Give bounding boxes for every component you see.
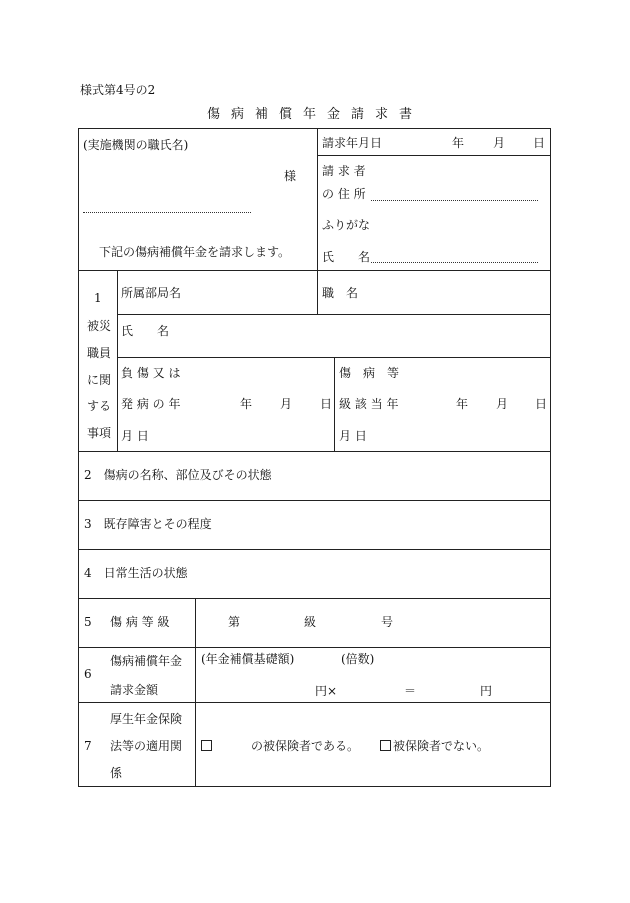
- multiple-label: (倍数): [341, 652, 375, 666]
- insured-checkbox[interactable]: [201, 740, 212, 751]
- request-sentence: 下記の傷病補償年金を請求します。: [99, 245, 291, 259]
- not-insured-checkbox[interactable]: [380, 740, 391, 751]
- yen-total: 円: [480, 684, 493, 698]
- position-label: 職 名: [322, 286, 359, 300]
- annuity-base-label: (年金補償基礎額): [201, 652, 295, 666]
- claim-form: [78, 128, 551, 787]
- section-1-label-line-3: に関: [87, 373, 112, 387]
- section-1-label-line-2: 職員: [87, 346, 112, 360]
- section-3-label: 3 既存障害とその程度: [84, 517, 212, 531]
- section-2-label: 2 傷病の名称、部位及びその状態: [84, 468, 272, 482]
- injury-date-label-1: 負 傷 又 は: [121, 366, 181, 380]
- victim-name-label: 氏 名: [121, 324, 170, 338]
- request-date-month: 月: [493, 136, 506, 150]
- option-not-insured[interactable]: [380, 740, 489, 752]
- section-7-label-2: 法等の適用関: [110, 739, 183, 753]
- injury-date-label-3: 月 日: [121, 429, 149, 443]
- grade-date-day: 日: [535, 397, 548, 411]
- section-6-label-1: 傷病補償年金: [110, 654, 183, 668]
- injury-date-label-2: 発 病 の 年: [121, 397, 181, 411]
- claimant-address-field[interactable]: [371, 200, 538, 201]
- grade-dai: 第: [228, 615, 241, 629]
- yen-times: 円×: [315, 684, 338, 698]
- grade-date-label-1: 傷 病 等: [339, 366, 400, 380]
- department-label: 所属部局名: [121, 286, 182, 300]
- section-1-label-line-5: 事項: [87, 426, 112, 440]
- furigana-label: ふりがな: [322, 218, 371, 232]
- section-4-label: 4 日常生活の状態: [84, 566, 188, 580]
- section-7-label-3: 係: [110, 766, 123, 780]
- grade-go: 号: [381, 615, 394, 629]
- agency-head-label: (実施機関の職氏名): [83, 138, 189, 152]
- claimant-address-label-1: 請 求 者: [322, 164, 366, 178]
- grade-date-month: 月: [496, 397, 509, 411]
- grade-date-year: 年: [456, 397, 469, 411]
- section-5-number: 5: [84, 615, 92, 629]
- claimant-address-label-2: の 住 所: [322, 187, 366, 201]
- claimant-name-label: 氏 名: [322, 250, 371, 264]
- request-date-label: 請求年月日: [322, 136, 383, 150]
- form-number: 様式第4号の2: [80, 83, 156, 97]
- section-7-label-1: 厚生年金保険: [110, 712, 183, 726]
- option-insured[interactable]: [201, 740, 214, 752]
- section-6-number: 6: [84, 667, 92, 681]
- section-5-label: 傷 病 等 級: [110, 615, 170, 629]
- equals-sign: ＝: [404, 684, 417, 698]
- option-not-insured-text: 被保険者でない。: [393, 739, 490, 753]
- injury-date-day: 日: [320, 397, 333, 411]
- grade-date-label-3: 月 日: [339, 429, 367, 443]
- form-title: 傷病補償年金請求書: [206, 107, 423, 122]
- grade-date-label-2: 級 該 当 年: [339, 397, 399, 411]
- option-insured-text: の被保険者である。: [251, 739, 360, 753]
- agency-head-field[interactable]: [83, 212, 251, 213]
- request-date-year: 年: [452, 136, 465, 150]
- section-1-number: 1: [94, 291, 102, 305]
- section-7-number: 7: [84, 739, 92, 753]
- injury-date-month: 月: [280, 397, 293, 411]
- section-1-label-line-1: 被災: [87, 319, 112, 333]
- honorific-sama: 様: [284, 169, 297, 183]
- section-1-label-line-4: する: [87, 399, 112, 413]
- grade-kyu: 級: [304, 615, 317, 629]
- injury-date-year: 年: [240, 397, 253, 411]
- claimant-name-field[interactable]: [371, 262, 538, 263]
- request-date-day: 日: [533, 136, 546, 150]
- section-6-label-2: 請求金額: [110, 683, 159, 697]
